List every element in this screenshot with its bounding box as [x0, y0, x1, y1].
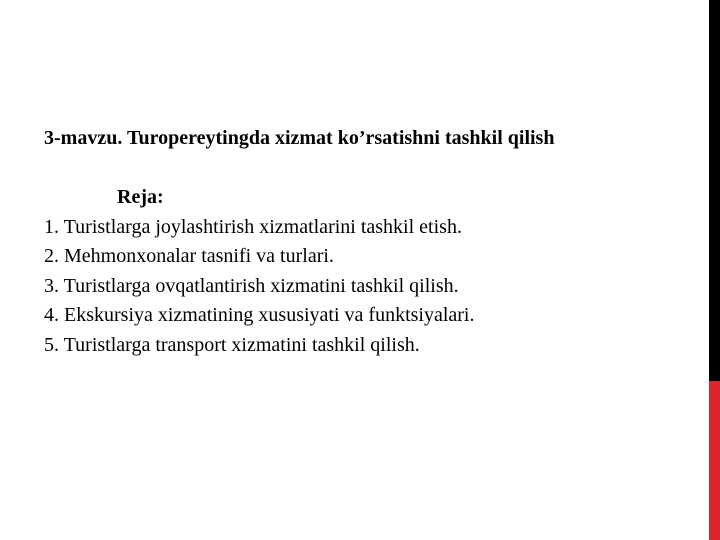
plan-item: 2. Mehmonxonalar tasnifi va turlari.	[44, 245, 334, 267]
topic-title: 3-mavzu. Turopereytingda xizmat ko’rsatishni tashkil qilish	[44, 127, 555, 149]
plan-item: 5. Turistlarga transport xizmatini tashkil qilish.	[44, 333, 420, 356]
plan-item: 1. Turistlarga joylashtirish xizmatlarini tashkil etish.	[44, 215, 462, 238]
decorative-side-bar	[709, 0, 720, 540]
side-bar-red-segment	[709, 381, 720, 540]
plan-item: 3. Turistlarga ovqatlantirish xizmatini tashkil qilish.	[44, 274, 459, 297]
slide-body	[44, 124, 694, 360]
blank-line	[44, 154, 694, 184]
plan-item: 4. Ekskursiya xizmatining xususiyati va funktsiyalari.	[44, 304, 475, 326]
side-bar-black-segment	[709, 0, 720, 381]
plan-heading: Reja:	[117, 186, 164, 208]
plan-list	[44, 213, 694, 361]
